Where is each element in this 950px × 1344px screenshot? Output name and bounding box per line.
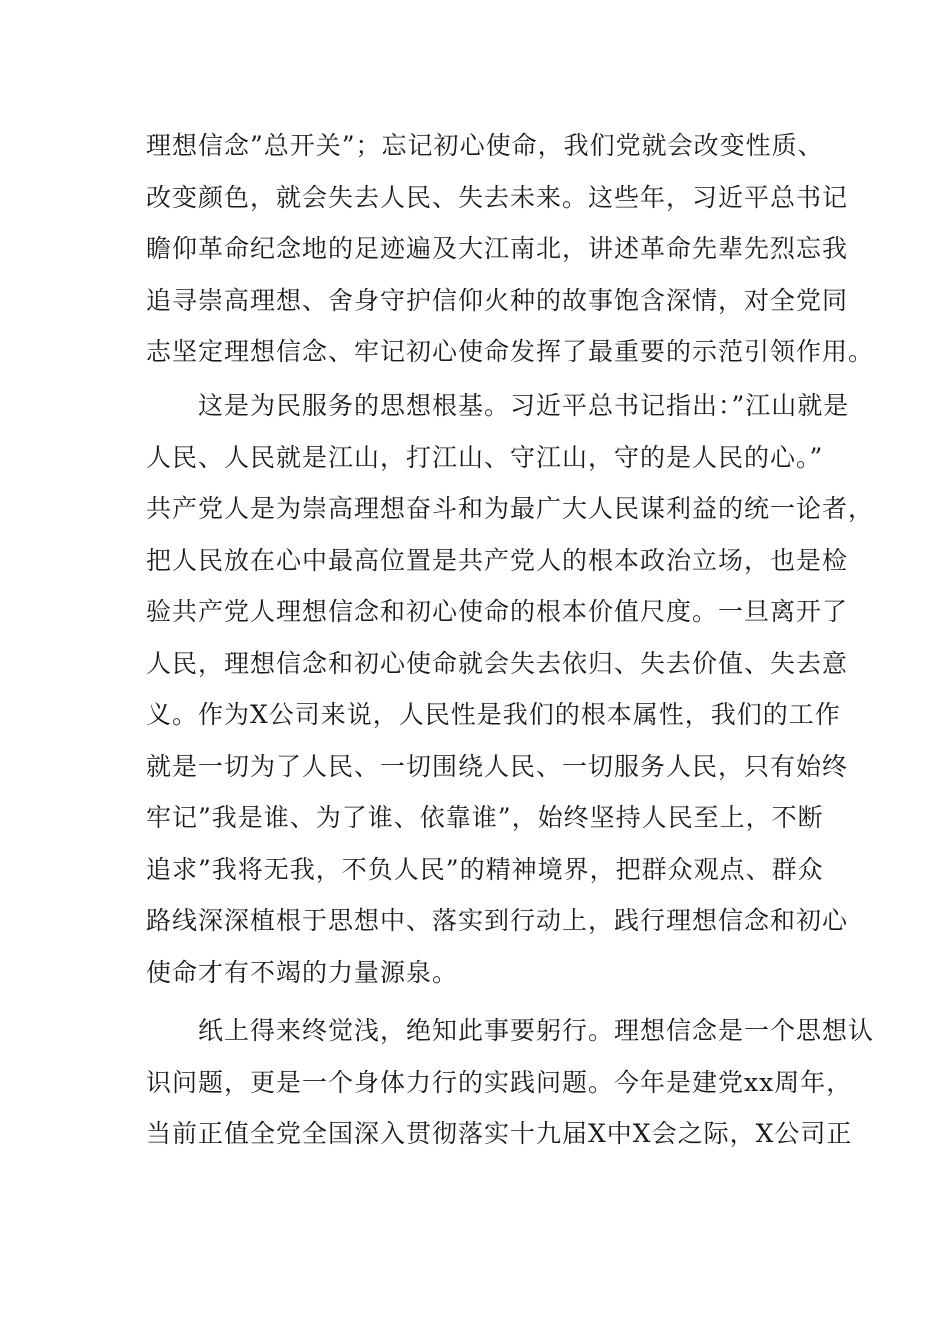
paragraph-line: 这是为民服务的思想根基。习近平总书记指出：”江山就是 [198,391,850,420]
paragraph-2 [146,380,875,998]
paragraph-line: 当前正值全党全国深入贯彻落实十九届X中X会之际，X公司正 [146,1119,853,1148]
paragraph-line: 追求”我将无我，不负人民”的精神境界，把群众观点、群众 [146,854,824,884]
paragraph-line: 使命才有不竭的力量源泉。 [146,957,459,987]
paragraph-line: 义。作为X公司来说，人民性是我们的根本属性，我们的工作 [146,700,841,729]
paragraph-line: 改变颜色，就会失去人民、失去未来。这些年，习近平总书记 [146,182,849,212]
paragraph-line: 识问题，更是一个身体力行的实践问题。今年是建党xx周年， [146,1067,853,1097]
paragraph-line: 把人民放在心中最高位置是共产党人的根本政治立场，也是检 [146,545,849,575]
paragraph-line: 追寻崇高理想、舍身守护信仰火种的故事饱含深情，对全党同 [146,285,849,315]
paragraph-line: 人民，理想信念和初心使命就会失去依归、失去价值、失去意 [146,648,849,678]
paragraph-1 [146,120,875,378]
paragraph-line: 人民、人民就是江山，打江山、守江山，守的是人民的心。” [146,442,824,472]
paragraph-line: 纸上得来终觉浅，绝知此事要躬行。理想信念是一个思想认 [198,1016,875,1045]
paragraph-line: 路线深深植根于思想中、落实到行动上，践行理想信念和初心 [146,906,849,935]
paragraph-3 [146,1005,875,1160]
paragraph-line: 就是一切为了人民、一切围绕人民、一切服务人民，只有始终 [146,751,849,781]
paragraph-line: 志坚定理想信念、牢记初心使命发挥了最重要的示范引领作用。 [146,337,875,366]
paragraph-line: 理想信念”总开关”；忘记初心使命，我们党就会改变性质、 [146,131,824,160]
paragraph-line: 共产党人是为崇高理想奋斗和为最广大人民谋利益的统一论者， [146,494,875,523]
paragraph-line: 验共产党人理想信念和初心使命的根本价值尺度。一旦离开了 [146,597,849,626]
paragraph-line: 牢记”我是谁、为了谁、依靠谁”，始终坚持人民至上，不断 [146,803,824,832]
paragraph-line: 瞻仰革命纪念地的足迹遍及大江南北，讲述革命先辈先烈忘我 [146,234,849,263]
